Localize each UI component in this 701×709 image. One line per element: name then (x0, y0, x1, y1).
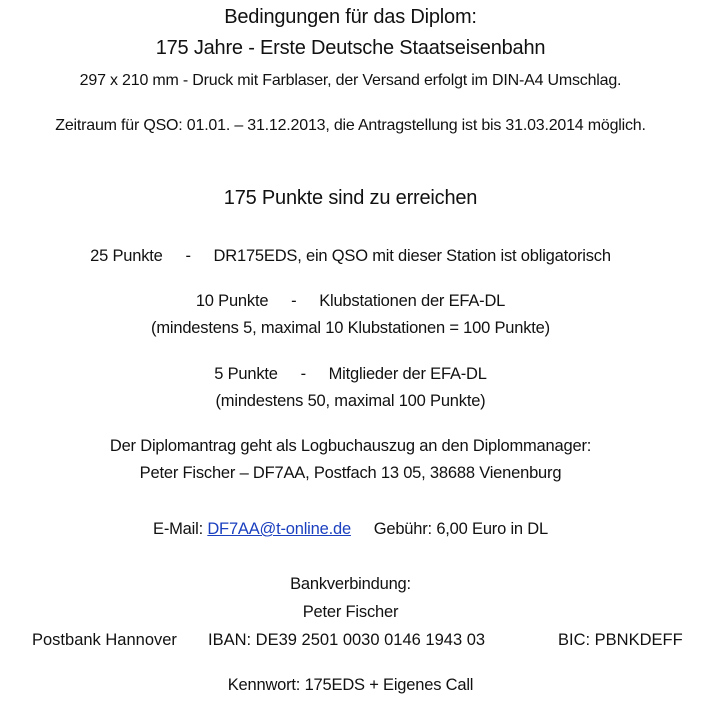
keyword-text: Kennwort: 175EDS + Eigenes Call (227, 676, 474, 694)
email-link[interactable]: DF7AA@t-online.de (207, 520, 351, 538)
fee-text: Gebühr: 6,00 Euro in DL (373, 520, 548, 538)
heading-title: Bedingungen für das Diplom: (224, 6, 477, 28)
rule-points: 5 Punkte (214, 365, 278, 383)
rule-separator: - (185, 247, 191, 265)
period-text: Zeitraum für QSO: 01.01. – 31.12.2013, die Antragstellung ist bis 31.03.2014 möglich. (55, 117, 646, 134)
bank-bic: BIC: PBNKDEFF (558, 631, 683, 649)
format-text: 297 x 210 mm - Druck mit Farblaser, der Versand erfolgt im DIN-A4 Umschlag. (79, 72, 622, 89)
contact-line (0, 520, 701, 539)
rule-points: 10 Punkte (195, 292, 269, 310)
bank-heading: Bankverbindung: (290, 575, 411, 593)
bank-iban: IBAN: DE39 2501 0030 0146 1943 03 (208, 631, 486, 649)
email-label: E-Mail: (153, 520, 203, 538)
bank-name: Postbank Hannover (32, 631, 177, 649)
rule-separator: - (300, 365, 306, 383)
rule-text: DR175EDS, ein QSO mit dieser Station ist obligatorisch (213, 247, 611, 265)
rule-members (0, 365, 701, 384)
rule-club-stations (0, 292, 701, 311)
heading-subtitle: 175 Jahre - Erste Deutsche Staatseisenbahn (155, 37, 546, 59)
rule-members-note: (mindestens 50, maximal 100 Punkte) (215, 392, 486, 410)
rule-dr175eds (0, 247, 701, 266)
rule-separator: - (291, 292, 297, 310)
bank-holder: Peter Fischer (302, 603, 399, 621)
manager-address: Peter Fischer – DF7AA, Postfach 13 05, 38688 Vienenburg (139, 464, 562, 482)
application-line: Der Diplomantrag geht als Logbuchauszug an den Diplommanager: (109, 437, 592, 455)
rule-text: Mitglieder der EFA-DL (328, 365, 487, 383)
points-heading: 175 Punkte sind zu erreichen (223, 187, 478, 209)
rule-points: 25 Punkte (90, 247, 163, 265)
rule-text: Klubstationen der EFA-DL (319, 292, 506, 310)
rule-club-note: (mindestens 5, maximal 10 Klubstationen = 100 Punkte) (151, 319, 550, 337)
